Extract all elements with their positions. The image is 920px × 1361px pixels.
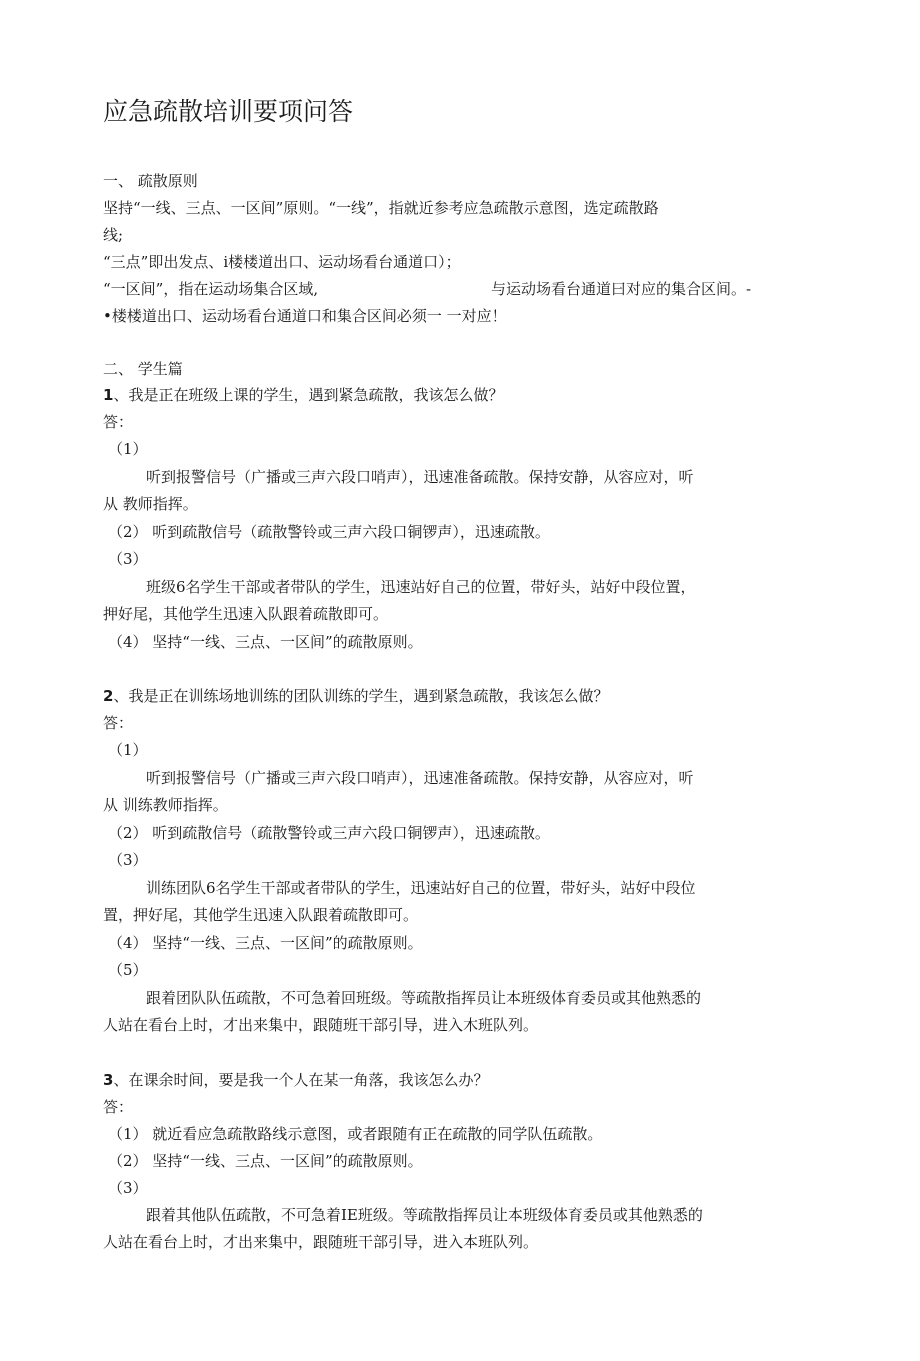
question-3 — [103, 1069, 488, 1091]
paragraph-line: 与运动场看台通道曰对应的集合区间。- — [491, 280, 752, 298]
answer-item: （1） 就近看应急疏散路线示意图，或者跟随有正在疏散的同学队伍疏散。 — [108, 1125, 603, 1143]
question-number: 1 — [103, 386, 114, 404]
answer-item-number: （3） — [108, 550, 148, 568]
section-heading-principles: 一、 疏散原则 — [103, 172, 198, 190]
question-text: 、在课余时间，要是我一个人在某一角落，我该怎么办？ — [113, 1071, 489, 1089]
answer-item-number: （3） — [108, 1179, 148, 1197]
answer-line: 押好尾，其他学生迅速入队跟着疏散即可。 — [103, 605, 389, 623]
document-title: 应急疏散培训要项问答 — [103, 97, 354, 126]
answer-line: 人站在看台上时，才出来集中，跟随班干部引导，进入本班队列。 — [103, 1233, 539, 1251]
answer-label: 答： — [103, 1098, 134, 1116]
answer-item: （2） 听到疏散信号（疏散警铃或三声六段口铜锣声），迅速疏散。 — [108, 824, 550, 842]
answer-item: （2） 听到疏散信号（疏散警铃或三声六段口铜锣声），迅速疏散。 — [108, 523, 550, 541]
answer-line: 置，押好尾，其他学生迅速入队跟着疏散即可。 — [103, 906, 419, 924]
answer-line: 班级6名学生干部或者带队的学生，迅速站好自己的位置，带好头，站好中段位置， — [146, 578, 696, 596]
answer-item-number: （3） — [108, 851, 148, 869]
answer-item: （2） 坚持“一线、三点、一区间”的疏散原则。 — [108, 1152, 423, 1170]
answer-item-number: （1） — [108, 741, 148, 759]
answer-line: 训练团队6名学生干部或者带队的学生，迅速站好自己的位置，带好头，站好中段位 — [146, 879, 696, 897]
answer-item: （4） 坚持“一线、三点、一区间”的疏散原则。 — [108, 633, 423, 651]
paragraph-line: “三点”即出发点、i楼楼道出口、运动场看台通道口）； — [103, 253, 461, 271]
paragraph-line: “一区间”，指在运动场集合区域, — [103, 280, 319, 298]
answer-label: 答： — [103, 413, 134, 431]
answer-line: 人站在看台上时，才出来集中，跟随班干部引导，进入木班队列。 — [103, 1016, 539, 1034]
answer-line: 听到报警信号（广播或三声六段口哨声），迅速准备疏散。保持安静，从容应对，听 — [146, 468, 694, 486]
question-text: 、我是正在班级上课的学生，遇到紧急疏散，我该怎么做？ — [113, 386, 504, 404]
answer-item-number: （5） — [108, 961, 148, 979]
answer-item: （4） 坚持“一线、三点、一区间”的疏散原则。 — [108, 934, 423, 952]
answer-line: 听到报警信号（广播或三声六段口哨声），迅速准备疏散。保持安静，从容应对，听 — [146, 769, 694, 787]
answer-line: 跟着团队队伍疏散，不可急着回班级。等疏散指挥员让本班级体育委员或其他熟悉的 — [146, 989, 702, 1007]
question-text: 、我是正在训练场地训练的团队训练的学生，遇到紧急疏散，我该怎么做？ — [113, 687, 609, 705]
question-2 — [103, 685, 608, 707]
answer-item-number: （1） — [108, 440, 148, 458]
answer-line: 跟着其他队伍疏散，不可急着IE班级。等疏散指挥员让本班级体育委员或其他熟悉的 — [146, 1206, 703, 1224]
section-heading-students: 二、 学生篇 — [103, 360, 183, 378]
answer-label: 答： — [103, 714, 134, 732]
paragraph-line: •楼楼道出口、运动场看台通道口和集合区间必须一 一对应！ — [103, 307, 507, 325]
question-number: 2 — [103, 687, 114, 705]
question-1 — [103, 384, 503, 406]
question-number: 3 — [103, 1071, 114, 1089]
answer-line: 从 教师指挥。 — [103, 495, 198, 513]
answer-line: 从 训练教师指挥。 — [103, 796, 228, 814]
paragraph-line: 坚持“一线、三点、一区间”原则。“一线”，指就近参考应急疏散示意图，选定疏散路 — [103, 199, 659, 217]
paragraph-line: 线; — [103, 226, 124, 244]
